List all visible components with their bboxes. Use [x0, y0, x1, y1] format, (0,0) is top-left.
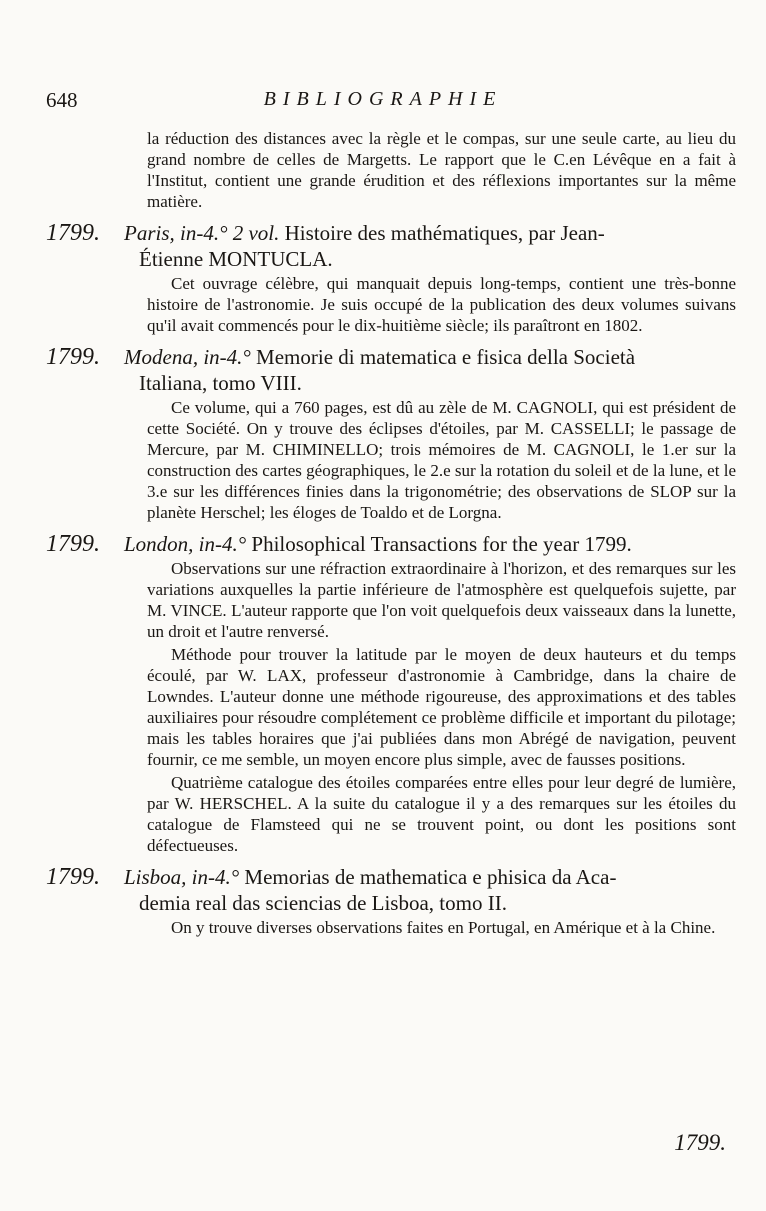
entry-title-continued: demia real das sciencias de Lisboa, tomo II. [139, 891, 507, 915]
entry-title-continued: Italiana, tomo VIII. [139, 371, 302, 395]
entry-year: 1799. [46, 220, 100, 246]
entry-place: Lisboa, in-4.° [124, 865, 240, 889]
entry-title-continued: Étienne MONTUCLA. [139, 247, 333, 271]
entry-paragraph: Quatrième catalogue des étoiles comparées entre elles pour leur degré de lumière, par W. HERSCHEL. A la suite du catalogue il y a des remarques sur les étoiles du catalogue de Flamsteed qui ne se trouvent point, ou dont les positions sont défectueuses. [147, 773, 736, 855]
entry-heading [46, 532, 736, 557]
entry-modena [46, 345, 736, 523]
entry-place: London, in-4.° [124, 532, 247, 556]
entry-title: Memorie di matematica e fisica della Società [256, 345, 636, 369]
entry-paragraph: Cet ouvrage célèbre, qui manquait depuis long-temps, contient une très-bonne histoire de l'astronomie. Je suis occupé de la publication des deux volumes suivans qu'il avait commencés pour le dix-huitième siècle; ils paraîtront en 1802. [147, 274, 736, 335]
catchword: 1799. [674, 1130, 726, 1155]
entry-montucla [46, 221, 736, 336]
entry-paragraph: Observations sur une réfraction extraordinaire à l'horizon, et des remarques sur les variations auxquelles la partie inférieure de l'atmosphère est quelquefois sujette, par M. VINCE. L'auteur rapporte que l'on voit quelquefois deux vaisseaux dans la lunette, un droit et l'autre renversé. [147, 559, 736, 641]
page-header [0, 88, 766, 120]
entry-heading [46, 345, 736, 370]
entry-london [46, 532, 736, 856]
running-head: BIBLIOGRAPHIE [263, 88, 503, 110]
entry-lisboa [46, 865, 736, 938]
entry-heading [46, 865, 736, 890]
entry-paragraph: On y trouve diverses observations faites en Portugal, en Amérique et à la Chine. [171, 918, 716, 937]
entry-place: Paris, in-4.° 2 vol. [124, 221, 280, 245]
entry-title: Histoire des mathématiques, par Jean- [284, 221, 605, 245]
entry-year: 1799. [46, 344, 100, 370]
entry-paragraph: Méthode pour trouver la latitude par le moyen de deux hauteurs et du temps écoulé, par W. LAX, professeur d'astronomie à Cambridge, dans la chaire de Lowndes. L'auteur donne une méthode rigoureuse, des approximations et des tables auxiliaires pour résoudre complétement ce problème difficile et important du pilotage; mais les tables horaires que j'ai publiées dans mon Abrégé de navigation, peuvent fournir, ce me semble, un moyen encore plus simple, avec de fausses positions. [147, 645, 736, 769]
entry-year: 1799. [46, 864, 100, 890]
entry-place: Modena, in-4.° [124, 345, 251, 369]
page-number: 648 [46, 88, 78, 112]
entry-paragraph: Ce volume, qui a 760 pages, est dû au zèle de M. CAGNOLI, qui est président de cette Société. On y trouve des éclipses d'étoiles, par M. CASSELLI; le passage de Mercure, par M. CHIMINELLO; trois mémoires de M. CAGNOLI, le 1.er sur la construction des cartes géographiques, le 2.e sur la rotation du soleil et de la lune, et le 3.e sur les différences finies dans la trigonométrie; des observations de SLOP sur la planète Herschel; les éloges de Toaldo et de Lorgna. [147, 398, 736, 522]
entry-year: 1799. [46, 531, 100, 557]
continuation-paragraph: la réduction des distances avec la règle et le compas, sur une seule carte, au lieu du grand nombre de celles de Margetts. Le rapport que le C.en Lévêque en a fait à l'Institut, contient une grande érudition et des réflexions importantes sur la même matière. [147, 129, 736, 211]
body-text [46, 128, 736, 947]
entry-title: Memorias de mathematica e phisica da Aca- [244, 865, 617, 889]
entry-title: Philosophical Transactions for the year 1799. [251, 532, 632, 556]
entry-heading [46, 221, 736, 246]
